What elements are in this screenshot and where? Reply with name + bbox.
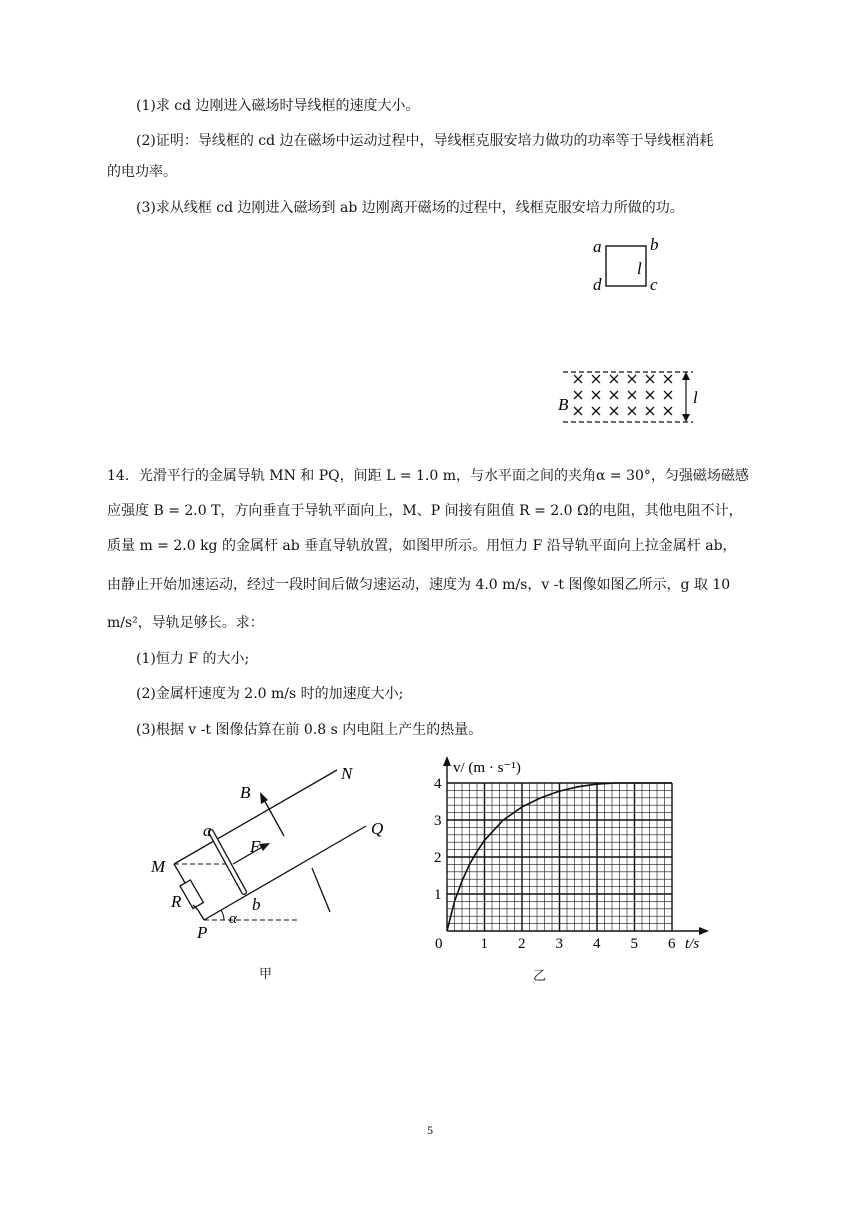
- figure-jia: [140, 760, 400, 950]
- width-arrow-bottom-head: [682, 414, 690, 422]
- rail-end-connector-2: [198, 910, 204, 920]
- label-field-B: B: [558, 395, 569, 414]
- field-crosses: [574, 375, 672, 415]
- x-axis-arrowhead: [699, 927, 709, 935]
- angle-arc: [221, 910, 224, 920]
- resistor-lead-top: [180, 874, 185, 883]
- label-a: a: [593, 237, 602, 256]
- label-P: P: [197, 923, 208, 942]
- label-b: b: [252, 895, 261, 914]
- figure-yi-caption: 乙: [533, 969, 547, 984]
- field-cross: [664, 407, 672, 415]
- width-arrow-top-head: [682, 372, 690, 380]
- label-d: d: [593, 275, 602, 294]
- p14-line2: 应强度 B = 2.0 T，方向垂直于导轨平面向上，M、P 间接有阻值 R = 2.0 Ω的电阻，其他电阻不计，: [107, 503, 743, 519]
- x-tick-label: 4: [593, 936, 601, 952]
- y-tick-label: 4: [434, 776, 442, 792]
- p14-line5: m/s²，导轨足够长。求：: [107, 615, 264, 631]
- field-cross: [664, 375, 672, 383]
- prev-q2-line1: (2)证明：导线框的 cd 边在磁场中运动过程中，导线框克服安培力做功的功率等于导线框消耗: [136, 133, 714, 149]
- p14-q2: (2)金属杆速度为 2.0 m/s 时的加速度大小;: [136, 686, 404, 702]
- field-cross: [610, 391, 618, 399]
- frame-figure: [555, 230, 715, 430]
- field-cross: [628, 391, 636, 399]
- y-tick-label: 2: [434, 850, 442, 866]
- rail-end-connector: [174, 864, 180, 874]
- label-Q: Q: [371, 819, 384, 838]
- prev-q2-line2: 的电功率。: [107, 164, 177, 180]
- resistor-R: [180, 880, 203, 909]
- y-tick-label: 3: [434, 813, 442, 829]
- y-axis-label: v/ (m · s⁻¹): [453, 760, 521, 776]
- field-cross: [664, 391, 672, 399]
- B-arrow-head: [260, 792, 268, 804]
- label-a: a: [203, 821, 212, 840]
- prev-q1: (1)求 cd 边刚进入磁场时导线框的速度大小。: [136, 98, 420, 114]
- x-tick-label: 6: [668, 936, 676, 952]
- label-B: B: [240, 783, 251, 802]
- x-tick-label: 1: [480, 936, 488, 952]
- label-side-l: l: [637, 259, 642, 278]
- field-cross: [574, 391, 582, 399]
- label-alpha: α: [229, 911, 237, 927]
- field-cross: [610, 375, 618, 383]
- p14-line3: 质量 m = 2.0 kg 的金属杆 ab 垂直导轨放置，如图甲所示。用恒力 F 沿导轨平面向上拉金属杆 ab，: [107, 538, 737, 554]
- rail-PQ: [204, 826, 366, 920]
- F-arrow-head: [259, 843, 270, 851]
- field-cross: [592, 375, 600, 383]
- y-tick-label: 1: [434, 887, 442, 903]
- B-arrow: [263, 798, 284, 836]
- x-tick-label: 2: [518, 936, 526, 952]
- p14-line4: 由静止开始加速运动，经过一段时间后做匀速运动，速度为 4.0 m/s，v -t 图像如图乙所示，g 取 10: [107, 577, 731, 593]
- field-cross: [574, 375, 582, 383]
- p14-line1: 14．光滑平行的金属导轨 MN 和 PQ，间距 L = 1.0 m，与水平面之间的夹角α = 30°，匀强磁场磁感: [107, 468, 749, 484]
- figure-jia-caption: 甲: [259, 967, 273, 982]
- rod-ab: [211, 832, 244, 892]
- label-b: b: [650, 235, 659, 254]
- field-cross: [592, 391, 600, 399]
- field-cross: [610, 407, 618, 415]
- x-tick-label: 3: [555, 936, 563, 952]
- page-number: 5: [427, 1123, 433, 1137]
- y-axis-arrowhead: [443, 756, 451, 766]
- vt-chart: [420, 750, 720, 960]
- x-axis-label: t/s: [685, 936, 700, 952]
- field-cross: [646, 407, 654, 415]
- field-cross: [646, 375, 654, 383]
- label-N: N: [341, 764, 353, 783]
- field-cross: [628, 407, 636, 415]
- p14-q3: (3)根据 v -t 图像估算在前 0.8 s 内电阻上产生的热量。: [136, 722, 483, 738]
- label-F: F: [250, 837, 261, 856]
- p14-q1: (1)恒力 F 的大小;: [136, 651, 250, 667]
- label-M: M: [151, 857, 166, 876]
- prev-q3: (3)求从线框 cd 边刚进入磁场到 ab 边刚离开磁场的过程中，线框克服安培力所做的功。: [136, 200, 684, 216]
- field-cross: [646, 391, 654, 399]
- label-width-l: l: [693, 388, 698, 407]
- support-leg: [312, 868, 330, 912]
- label-c: c: [650, 275, 658, 294]
- y-tick-labels: [434, 776, 442, 903]
- field-cross: [628, 375, 636, 383]
- x-tick-label: 0: [435, 936, 443, 952]
- x-tick-label: 5: [630, 936, 638, 952]
- label-R: R: [171, 892, 182, 911]
- x-tick-labels: [435, 936, 676, 952]
- field-cross: [592, 407, 600, 415]
- field-cross: [574, 407, 582, 415]
